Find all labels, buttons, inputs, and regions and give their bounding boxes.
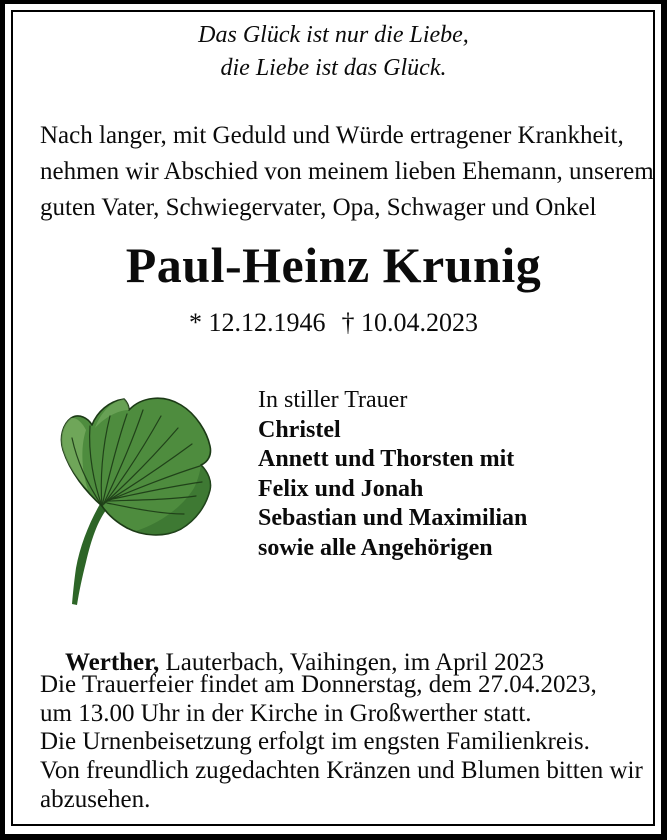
ginkgo-leaf-icon xyxy=(30,388,220,610)
text-line: Die Trauerfeier findet am Donnerstag, dem 27.04.2023, xyxy=(40,671,597,698)
text-line: Von freundlich zugedachten Kränzen und Blumen bitten wir xyxy=(40,757,643,785)
text-line: um 13.00 Uhr in der Kirche in Großwerther statt. xyxy=(40,699,532,727)
text-line: sowie alle Angehörigen xyxy=(258,534,493,561)
life-dates xyxy=(0,308,667,338)
text-line: Die Urnenbeisetzung erfolgt im engsten Familienkreis. xyxy=(40,728,590,756)
text-line: nehmen wir Abschied von meinem lieben Ehemann, unserem xyxy=(40,158,654,185)
text-line: Christel xyxy=(258,416,341,443)
intro-paragraph xyxy=(40,118,654,226)
dateline-rest: Lauterbach, Vaihingen, im April 2023 xyxy=(159,649,545,676)
text-line: Nach langer, mit Geduld und Würde ertragener Krankheit, xyxy=(40,122,624,149)
text-line: abzusehen. xyxy=(40,785,151,813)
death-date: † 10.04.2023 xyxy=(341,308,478,337)
text-line: die Liebe ist das Glück. xyxy=(220,55,447,81)
funeral-details xyxy=(40,671,643,815)
mourners-lead: In stiller Trauer xyxy=(258,387,408,413)
text-line: guten Vater, Schwiegervater, Opa, Schwager und Onkel xyxy=(40,194,597,221)
text-line: Annett und Thorsten mit xyxy=(258,446,515,472)
text-line: Felix und Jonah xyxy=(258,475,424,502)
mourners-names xyxy=(258,416,527,564)
deceased-name: Paul-Heinz Krunig xyxy=(125,237,542,293)
ginkgo-leaf-illustration xyxy=(30,388,220,610)
mourners-block xyxy=(258,386,527,563)
text-line: Sebastian und Maximilian xyxy=(258,505,528,531)
text-line: Das Glück ist nur die Liebe, xyxy=(198,22,469,48)
leaf-stem xyxy=(72,504,107,605)
epigraph-quote xyxy=(0,19,667,85)
place-name: Werther, xyxy=(65,649,160,676)
birth-date: * 12.12.1946 xyxy=(189,308,326,337)
